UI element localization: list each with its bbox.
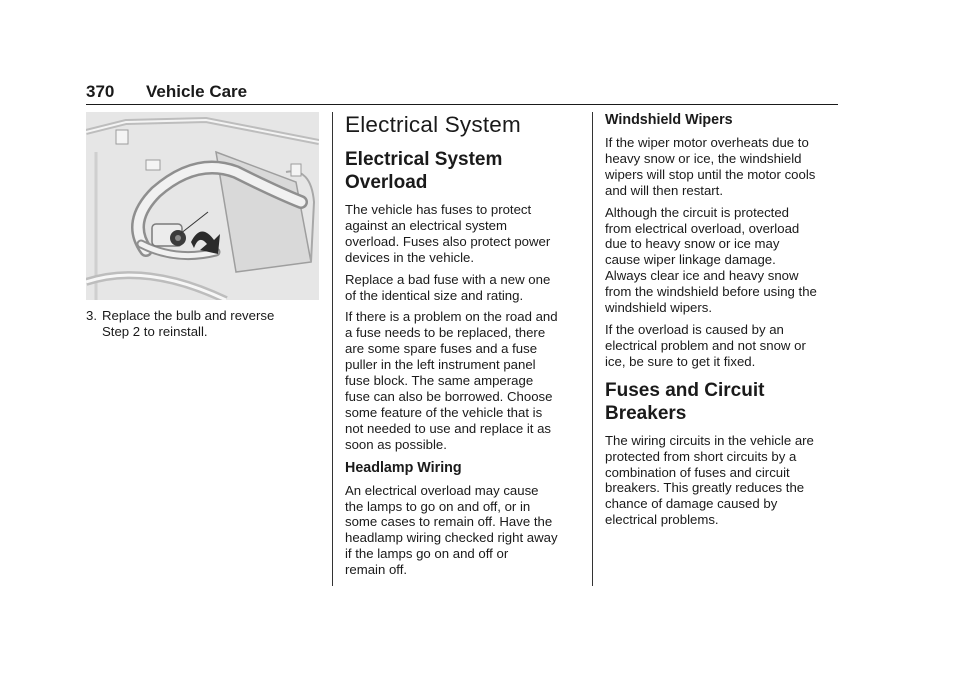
- section-title: Electrical System: [345, 112, 521, 137]
- section-name: Vehicle Care: [146, 82, 248, 101]
- paragraph: Although the circuit is protected from electrical overload, overload due to heavy snow or ice may cause wiper linkage damage. Always clear ice and heavy snow from the windshield before using the windshield wipers.: [605, 204, 817, 316]
- column-middle: [345, 112, 580, 584]
- subheading-windshield-wipers: Windshield Wipers: [605, 112, 733, 128]
- column-left: [86, 112, 319, 340]
- paragraph: If there is a problem on the road and a fuse needs to be replaced, there are some spare fuses and a fuse puller in the left instrument panel fuse block. The same amperage fuse can also be borrowed. Choose some feature of the vehicle that is not needed to use and replace it as soon as possible.: [345, 309, 558, 452]
- step-text: Replace the bulb and reverse Step 2 to reinstall.: [102, 308, 275, 339]
- bulb-replacement-illustration: [86, 112, 319, 300]
- paragraph: The wiring circuits in the vehicle are protected from short circuits by a combination of fuses and circuit breakers. This greatly reduces the chance of damage caused by electrical problems.: [605, 432, 814, 528]
- page-header: [86, 82, 838, 105]
- paragraph: If the overload is caused by an electrical problem and not snow or ice, be sure to get it fixed.: [605, 321, 806, 369]
- paragraph: If the wiper motor overheats due to heavy snow or ice, the windshield wipers will stop until the motor cools and will then restart.: [605, 135, 816, 198]
- paragraph: An electrical overload may cause the lamps to go on and off, or in some cases to remain off. Have the headlamp wiring checked right away if the lamps go on and off or remain off.: [345, 482, 558, 578]
- column-divider: [332, 112, 333, 586]
- step-number: 3.: [86, 308, 97, 323]
- subsection-title: Electrical System Overload: [345, 149, 503, 193]
- paragraph: The vehicle has fuses to protect against an electrical system overload. Fuses also protect power devices in the vehicle.: [345, 202, 551, 265]
- column-right: [605, 112, 841, 534]
- column-divider: [592, 112, 593, 586]
- step-item: [86, 308, 319, 340]
- page-number: 370: [86, 82, 115, 101]
- illustration-svg: [86, 112, 319, 300]
- subheading-headlamp-wiring: Headlamp Wiring: [345, 459, 462, 476]
- subsection-title: Fuses and Circuit Breakers: [605, 379, 765, 424]
- paragraph: Replace a bad fuse with a new one of the identical size and rating.: [345, 271, 551, 303]
